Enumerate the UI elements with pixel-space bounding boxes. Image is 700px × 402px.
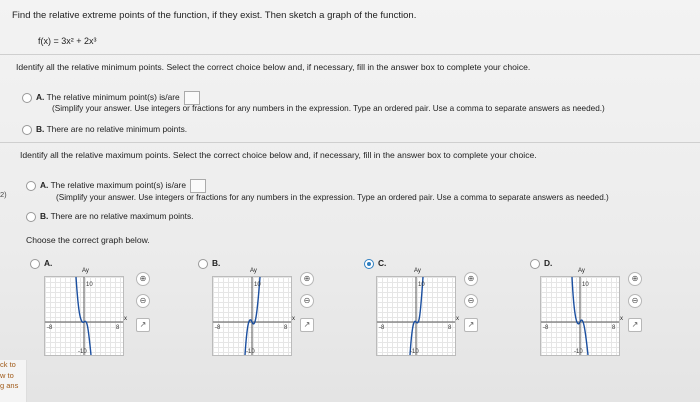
option-letter: A. bbox=[40, 180, 49, 191]
min-option-b-radio[interactable] bbox=[22, 125, 32, 135]
min-option-b-text: There are no relative minimum points. bbox=[46, 124, 188, 134]
question-prompt: Find the relative extreme points of the function, if they exist. Then sketch a graph of the function. bbox=[12, 10, 417, 21]
zoom-out-icon[interactable]: ⊖ bbox=[136, 294, 150, 308]
min-option-a-hint: (Simplify your answer. Use integers or fractions for any numbers in the expression. Type an ordered pair. Use a comma to separate answers as needed.) bbox=[52, 104, 605, 113]
tick-label: -10 bbox=[410, 349, 419, 355]
tick-label: -8 bbox=[47, 325, 53, 331]
tick-label: 10 bbox=[86, 282, 93, 288]
open-external-icon[interactable]: ↗ bbox=[136, 318, 150, 332]
open-external-icon[interactable]: ↗ bbox=[300, 318, 314, 332]
tick-label: 8 bbox=[448, 325, 452, 331]
max-answer-box[interactable] bbox=[190, 179, 206, 193]
min-option-a[interactable] bbox=[22, 91, 200, 105]
tick-label: 8 bbox=[116, 325, 120, 331]
min-option-b[interactable] bbox=[22, 124, 187, 135]
tick-label: -8 bbox=[379, 325, 385, 331]
graph-option-d-radio[interactable] bbox=[530, 259, 540, 269]
y-axis-label: Ay bbox=[82, 268, 89, 274]
option-letter: A. bbox=[36, 92, 45, 103]
min-answer-box[interactable] bbox=[184, 91, 200, 105]
option-letter: C. bbox=[378, 258, 387, 268]
question-number: 2) bbox=[0, 190, 7, 199]
option-letter: B. bbox=[36, 124, 45, 134]
tick-label: 8 bbox=[284, 325, 288, 331]
max-option-b-text: There are no relative maximum points. bbox=[50, 211, 194, 221]
zoom-out-icon[interactable]: ⊖ bbox=[464, 294, 478, 308]
tick-label: 10 bbox=[418, 282, 425, 288]
option-letter: B. bbox=[40, 211, 49, 221]
sidebar-clipped-text bbox=[0, 360, 27, 402]
graph-c-plot bbox=[377, 277, 455, 355]
tick-label: 8 bbox=[612, 325, 616, 331]
tick-label: 10 bbox=[254, 282, 261, 288]
graph-option-b-radio[interactable] bbox=[198, 259, 208, 269]
graph-option-c[interactable] bbox=[364, 258, 386, 269]
open-external-icon[interactable]: ↗ bbox=[464, 318, 478, 332]
y-axis-label: Ay bbox=[578, 268, 585, 274]
x-axis-label: x bbox=[292, 316, 295, 322]
option-letter: A. bbox=[44, 258, 53, 268]
max-option-b-radio[interactable] bbox=[26, 212, 36, 222]
tick-label: -10 bbox=[78, 349, 87, 355]
max-option-b[interactable] bbox=[26, 211, 193, 222]
option-letter: D. bbox=[544, 258, 553, 268]
y-axis-label: Ay bbox=[414, 268, 421, 274]
graph-b-plot bbox=[213, 277, 291, 355]
graph-a bbox=[44, 276, 124, 356]
tick-label: -8 bbox=[543, 325, 549, 331]
graph-option-a[interactable] bbox=[30, 258, 52, 269]
zoom-out-icon[interactable]: ⊖ bbox=[300, 294, 314, 308]
divider bbox=[0, 54, 700, 55]
y-axis-label: Ay bbox=[250, 268, 257, 274]
graph-d-plot bbox=[541, 277, 619, 355]
max-option-a-hint: (Simplify your answer. Use integers or fractions for any numbers in the expression. Type an ordered pair. Use a comma to separate answers as needed.) bbox=[56, 193, 609, 202]
max-option-a-radio[interactable] bbox=[26, 181, 36, 191]
zoom-in-icon[interactable]: ⊕ bbox=[136, 272, 150, 286]
x-axis-label: x bbox=[620, 316, 623, 322]
max-option-a[interactable] bbox=[26, 179, 206, 193]
x-axis-label: x bbox=[124, 316, 127, 322]
graph-c bbox=[376, 276, 456, 356]
tick-label: -10 bbox=[574, 349, 583, 355]
open-external-icon[interactable]: ↗ bbox=[628, 318, 642, 332]
min-option-a-radio[interactable] bbox=[22, 93, 32, 103]
graph-option-c-radio[interactable] bbox=[364, 259, 374, 269]
graph-option-b[interactable] bbox=[198, 258, 220, 269]
divider bbox=[0, 142, 700, 143]
zoom-in-icon[interactable]: ⊕ bbox=[628, 272, 642, 286]
minimum-instruction: Identify all the relative minimum points. Select the correct choice below and, if necessary, fill in the answer box to complete your choice. bbox=[16, 62, 531, 72]
function-expression: f(x) = 3x² + 2x³ bbox=[38, 36, 97, 46]
max-option-a-text: The relative maximum point(s) is/are bbox=[50, 180, 186, 191]
zoom-in-icon[interactable]: ⊕ bbox=[300, 272, 314, 286]
option-letter: B. bbox=[212, 258, 221, 268]
min-option-a-text: The relative minimum point(s) is/are bbox=[46, 92, 180, 103]
graph-instruction: Choose the correct graph below. bbox=[26, 235, 150, 245]
sidebar-line: w to bbox=[0, 370, 14, 380]
graph-option-a-radio[interactable] bbox=[30, 259, 40, 269]
graph-b bbox=[212, 276, 292, 356]
sidebar-line: ck to bbox=[0, 360, 16, 369]
zoom-out-icon[interactable]: ⊖ bbox=[628, 294, 642, 308]
graph-option-d[interactable] bbox=[530, 258, 552, 269]
x-axis-label: x bbox=[456, 316, 459, 322]
graph-d bbox=[540, 276, 620, 356]
sidebar-line: g ans bbox=[0, 381, 19, 390]
tick-label: -10 bbox=[246, 349, 255, 355]
maximum-instruction: Identify all the relative maximum points. Select the correct choice below and, if necessary, fill in the answer box to complete your choice. bbox=[20, 150, 537, 160]
tick-label: -8 bbox=[215, 325, 221, 331]
tick-label: 10 bbox=[582, 282, 589, 288]
zoom-in-icon[interactable]: ⊕ bbox=[464, 272, 478, 286]
graph-a-plot bbox=[45, 277, 123, 355]
